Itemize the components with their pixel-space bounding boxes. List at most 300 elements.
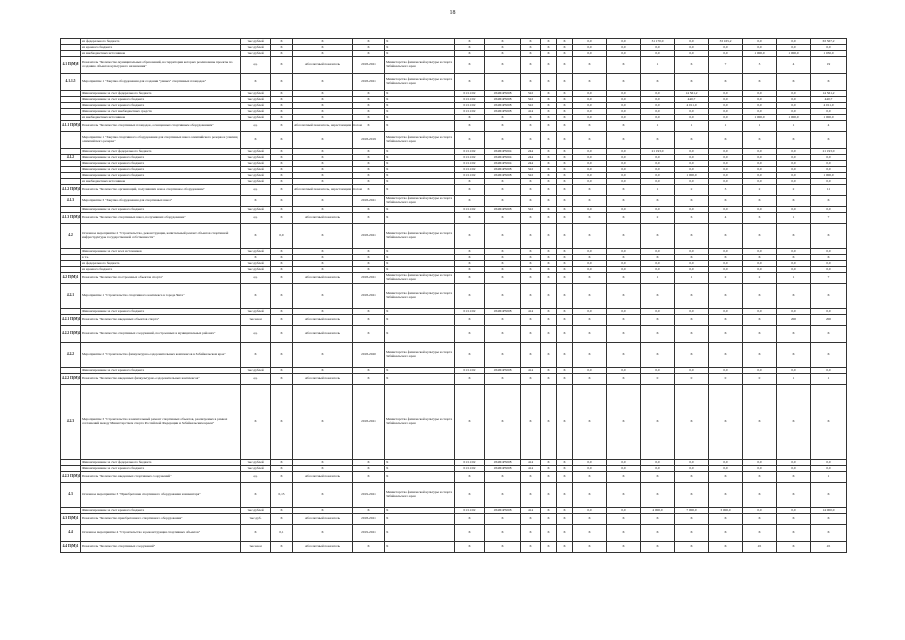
row-title-cell: из краевого бюджета bbox=[81, 45, 241, 51]
table-cell: X bbox=[521, 273, 541, 284]
table-cell: X bbox=[521, 185, 541, 196]
table-cell: 0,0 bbox=[641, 115, 675, 121]
table-cell: 414 bbox=[521, 368, 541, 374]
table-cell: X bbox=[455, 261, 485, 267]
table-cell: 14 000,0 bbox=[811, 508, 847, 514]
table-cell: 2 bbox=[777, 185, 811, 196]
table-cell: X bbox=[521, 542, 541, 553]
table-cell: X bbox=[385, 255, 455, 261]
table-cell: X bbox=[271, 374, 293, 385]
table-cell: 522 bbox=[521, 91, 541, 97]
table-cell: X bbox=[709, 132, 743, 149]
table-cell: 0 bbox=[675, 374, 709, 385]
table-cell: X bbox=[455, 472, 485, 483]
row-title-cell: Мероприятие 3 "Закупка оборудования для спортивных школ" bbox=[81, 196, 241, 207]
table-cell: X bbox=[641, 326, 675, 343]
table-cell: X bbox=[607, 343, 641, 368]
table-cell: 2018-2021 bbox=[353, 514, 385, 525]
table-cell: X bbox=[293, 179, 353, 185]
row-title-cell: Мероприятие 3 "Строительство и капитальный ремонт спортивных объектов, реализуемых в рамках соглашений между Министерством спорта Российской Федерации и Забайкальским краем" bbox=[81, 385, 241, 460]
table-cell: X bbox=[541, 472, 557, 483]
table-cell: 0,0 bbox=[641, 207, 675, 213]
table-cell: 2 bbox=[641, 213, 675, 224]
table-cell: X bbox=[485, 132, 521, 149]
table-cell: X bbox=[455, 374, 485, 385]
table-cell: 01/11/02 bbox=[455, 97, 485, 103]
table-cell: Министерство физической культуры и спорта Забайкальского края bbox=[385, 57, 455, 74]
table-cell: X bbox=[557, 472, 573, 483]
table-cell: X bbox=[485, 343, 521, 368]
table-cell: X bbox=[675, 196, 709, 207]
table-cell: X bbox=[353, 185, 385, 196]
table-cell: X bbox=[541, 167, 557, 173]
table-cell: X bbox=[293, 173, 353, 179]
table-cell: X bbox=[293, 132, 353, 149]
table-cell: X bbox=[521, 213, 541, 224]
row-title-cell: из краевого бюджета bbox=[81, 267, 241, 273]
table-cell: 01/11/02 bbox=[455, 368, 485, 374]
table-cell: X bbox=[455, 315, 485, 326]
table-cell: X bbox=[455, 326, 485, 343]
table-cell: 0,0 bbox=[607, 103, 641, 109]
table-cell: 0,0 bbox=[811, 167, 847, 173]
row-number-cell: 4.2.1 П(М)1 bbox=[61, 315, 81, 326]
table-cell: X bbox=[521, 255, 541, 261]
table-cell: 0,0 bbox=[777, 45, 811, 51]
table-cell: X bbox=[541, 132, 557, 149]
table-cell: 440,7 bbox=[675, 97, 709, 103]
row-title-cell: Показатель "Количество организаций, получивших новое спортивное оборудование" bbox=[81, 185, 241, 196]
table-cell: X bbox=[557, 97, 573, 103]
table-cell: 1 bbox=[641, 185, 675, 196]
table-cell: 0,0 bbox=[607, 97, 641, 103]
table-cell: X bbox=[353, 315, 385, 326]
table-cell: X bbox=[709, 343, 743, 368]
table-cell: 21 193,0 bbox=[811, 149, 847, 155]
table-cell: тыс.рублей bbox=[241, 103, 271, 109]
table-cell: тыс.рублей bbox=[241, 161, 271, 167]
table-cell: 244 bbox=[521, 161, 541, 167]
table-cell: X bbox=[293, 249, 353, 255]
table-row bbox=[61, 121, 847, 132]
table-cell: 184П1Р5008 bbox=[485, 508, 521, 514]
table-cell: X bbox=[541, 483, 557, 508]
table-cell: 0,0 bbox=[709, 249, 743, 255]
row-number-cell: 4.4 bbox=[61, 525, 81, 542]
table-cell: 0,0 bbox=[777, 149, 811, 155]
table-cell: X bbox=[293, 196, 353, 207]
table-cell: X bbox=[485, 472, 521, 483]
table-cell: 2018-2021 bbox=[353, 196, 385, 207]
table-cell: X bbox=[485, 213, 521, 224]
table-cell: X bbox=[541, 525, 557, 542]
table-cell: X bbox=[743, 343, 777, 368]
table-cell: X bbox=[541, 91, 557, 97]
table-cell: 0,0 bbox=[573, 460, 607, 466]
table-cell: 0,0 bbox=[743, 309, 777, 315]
table-cell: 184П1Р5008 bbox=[485, 173, 521, 179]
table-cell: X bbox=[607, 213, 641, 224]
table-cell: X bbox=[485, 249, 521, 255]
table-cell: X bbox=[541, 185, 557, 196]
table-cell: 0,0 bbox=[573, 508, 607, 514]
table-cell: X bbox=[271, 97, 293, 103]
table-cell: 1 000,0 bbox=[811, 173, 847, 179]
table-cell: X bbox=[811, 74, 847, 91]
table-cell: X bbox=[557, 155, 573, 161]
table-cell: X bbox=[385, 185, 455, 196]
table-cell: 0,0 bbox=[777, 173, 811, 179]
table-cell: 0,0 bbox=[709, 103, 743, 109]
table-cell: X bbox=[521, 224, 541, 249]
table-cell: 0,0 bbox=[573, 45, 607, 51]
table-cell: X bbox=[385, 149, 455, 155]
table-cell: 4 bbox=[709, 213, 743, 224]
table-cell: X bbox=[541, 309, 557, 315]
table-cell: 0,0 bbox=[743, 161, 777, 167]
table-cell: 0,0 bbox=[743, 207, 777, 213]
row-title-cell: Финансирование за счет федерального бюджета bbox=[81, 460, 241, 466]
table-cell: тыс.рублей bbox=[241, 309, 271, 315]
table-cell: X bbox=[455, 45, 485, 51]
table-cell: X bbox=[353, 460, 385, 466]
table-cell: X bbox=[271, 273, 293, 284]
table-cell: 2 bbox=[743, 273, 777, 284]
table-cell: X bbox=[271, 103, 293, 109]
table-cell: X bbox=[777, 525, 811, 542]
table-cell: X bbox=[385, 213, 455, 224]
table-cell: X bbox=[607, 525, 641, 542]
table-cell: 0,0 bbox=[675, 466, 709, 472]
table-cell: X bbox=[743, 284, 777, 309]
row-title-cell: Финансирование за счет краевого бюджета bbox=[81, 466, 241, 472]
table-cell: 0,0 bbox=[743, 179, 777, 185]
table-cell: X bbox=[385, 326, 455, 343]
table-cell: 0,0 bbox=[675, 45, 709, 51]
table-cell: X bbox=[455, 39, 485, 45]
table-cell: X bbox=[557, 273, 573, 284]
table-cell: X bbox=[573, 255, 607, 261]
table-cell: X bbox=[557, 508, 573, 514]
table-cell: Абсолютный показатель bbox=[293, 326, 353, 343]
table-cell: X bbox=[353, 255, 385, 261]
table-cell: X bbox=[541, 374, 557, 385]
table-cell: X bbox=[271, 185, 293, 196]
row-number-cell: 4.1 П(М)8 bbox=[61, 57, 81, 74]
table-cell: 01/11/02 bbox=[455, 155, 485, 161]
table-cell: 0,15 bbox=[271, 483, 293, 508]
row-title-cell: Финансирование за счет всех источников bbox=[81, 249, 241, 255]
row-number-cell: 4.1.3 П(М)1 bbox=[61, 213, 81, 224]
table-cell: X bbox=[385, 542, 455, 553]
table-cell: X bbox=[557, 284, 573, 309]
table-cell: ед. bbox=[241, 185, 271, 196]
table-cell: X bbox=[241, 343, 271, 368]
table-cell: X bbox=[293, 115, 353, 121]
table-cell: X bbox=[455, 483, 485, 508]
row-title-cell: в т.ч. bbox=[81, 255, 241, 261]
table-cell: X bbox=[541, 109, 557, 115]
table-cell: X bbox=[743, 132, 777, 149]
table-cell: 1 bbox=[777, 121, 811, 132]
table-cell: X bbox=[271, 167, 293, 173]
table-cell: 0,0 bbox=[777, 167, 811, 173]
table-cell: X bbox=[541, 385, 557, 460]
table-cell: X bbox=[675, 472, 709, 483]
table-cell: X bbox=[455, 255, 485, 261]
table-cell: 2 bbox=[675, 185, 709, 196]
table-cell: 01/11/02 bbox=[455, 91, 485, 97]
table-cell: 0,0 bbox=[709, 149, 743, 155]
table-cell: 7 bbox=[811, 273, 847, 284]
table-cell: X bbox=[271, 91, 293, 97]
table-cell: X bbox=[557, 542, 573, 553]
table-cell: X bbox=[521, 261, 541, 267]
table-cell: X bbox=[743, 326, 777, 343]
table-cell: X bbox=[557, 149, 573, 155]
table-cell: Абсолютный показатель, нарастающим итогом bbox=[293, 121, 353, 132]
table-cell: 3 000,0 bbox=[709, 508, 743, 514]
table-cell: 522 bbox=[521, 103, 541, 109]
table-cell: 0,0 bbox=[709, 267, 743, 273]
table-cell: 0 bbox=[709, 374, 743, 385]
table-cell: X bbox=[241, 385, 271, 460]
table-cell: X bbox=[521, 249, 541, 255]
table-cell: 3 bbox=[743, 57, 777, 74]
table-cell: X bbox=[271, 472, 293, 483]
table-cell: 1 bbox=[641, 121, 675, 132]
table-cell: X bbox=[385, 91, 455, 97]
table-cell: X bbox=[641, 74, 675, 91]
table-cell: тыс.рублей bbox=[241, 207, 271, 213]
table-cell: X bbox=[557, 261, 573, 267]
table-cell: 0,0 bbox=[675, 179, 709, 185]
table-cell: 0,0 bbox=[709, 261, 743, 267]
table-cell: X bbox=[241, 483, 271, 508]
table-cell: X bbox=[521, 525, 541, 542]
table-cell: X bbox=[385, 39, 455, 45]
table-cell: 0,0 bbox=[743, 466, 777, 472]
table-cell: Министерство физической культуры и спорта Забайкальского края bbox=[385, 343, 455, 368]
table-cell: X bbox=[521, 115, 541, 121]
table-cell: X bbox=[353, 267, 385, 273]
table-cell: 01/11/02 bbox=[455, 167, 485, 173]
table-cell: 1 000,0 bbox=[777, 51, 811, 57]
table-cell: X bbox=[607, 374, 641, 385]
table-cell: X bbox=[271, 267, 293, 273]
table-cell: X bbox=[607, 57, 641, 74]
table-cell: X bbox=[777, 255, 811, 261]
table-cell: X bbox=[455, 514, 485, 525]
table-cell: X bbox=[541, 508, 557, 514]
table-cell: X bbox=[485, 267, 521, 273]
table-cell: 6 bbox=[675, 213, 709, 224]
table-cell: X bbox=[557, 309, 573, 315]
table-cell: X bbox=[455, 343, 485, 368]
table-cell: X bbox=[573, 224, 607, 249]
table-cell: X bbox=[353, 542, 385, 553]
table-cell: X bbox=[743, 525, 777, 542]
table-cell: X bbox=[241, 224, 271, 249]
table-cell: 200 bbox=[811, 315, 847, 326]
table-cell: 0,0 bbox=[743, 91, 777, 97]
table-cell: 0,0 bbox=[811, 261, 847, 267]
table-cell: X bbox=[353, 155, 385, 161]
table-cell: X bbox=[675, 525, 709, 542]
table-cell: 0,0 bbox=[573, 149, 607, 155]
table-cell: X bbox=[353, 39, 385, 45]
table-cell: X bbox=[557, 74, 573, 91]
row-title-cell: Финансирование за счет краевого бюджета bbox=[81, 173, 241, 179]
table-cell: X bbox=[777, 284, 811, 309]
table-cell: 0,0 bbox=[607, 466, 641, 472]
table-cell: X bbox=[573, 185, 607, 196]
table-cell: X bbox=[385, 309, 455, 315]
table-cell: X bbox=[641, 343, 675, 368]
table-cell: X bbox=[271, 149, 293, 155]
table-cell: X bbox=[607, 224, 641, 249]
row-number-cell: 4.2.2 П(М)2 bbox=[61, 326, 81, 343]
table-cell: X bbox=[607, 255, 641, 261]
table-cell: 0,1 bbox=[271, 525, 293, 542]
table-cell: X bbox=[709, 255, 743, 261]
table-cell: 1 bbox=[743, 121, 777, 132]
table-cell: X bbox=[541, 213, 557, 224]
table-cell: X bbox=[485, 326, 521, 343]
table-cell: X bbox=[455, 273, 485, 284]
table-cell: 1 030,0 bbox=[811, 51, 847, 57]
table-cell: 184П1Р5004 bbox=[485, 149, 521, 155]
table-cell: X bbox=[743, 196, 777, 207]
table-cell: X bbox=[573, 74, 607, 91]
table-cell: X bbox=[541, 39, 557, 45]
table-cell: X bbox=[607, 196, 641, 207]
table-cell: тыс.рублей bbox=[241, 508, 271, 514]
table-cell: 0,0 bbox=[573, 167, 607, 173]
table-cell: X bbox=[641, 483, 675, 508]
table-cell: 522 bbox=[521, 97, 541, 103]
table-cell: X bbox=[271, 109, 293, 115]
table-cell: X bbox=[271, 368, 293, 374]
table-cell: 0,0 bbox=[675, 368, 709, 374]
table-cell: X bbox=[607, 326, 641, 343]
row-number-cell: 4.1.1.5 bbox=[61, 74, 81, 91]
table-cell: 0,0 bbox=[675, 207, 709, 213]
table-cell: X bbox=[675, 385, 709, 460]
table-cell: X bbox=[271, 51, 293, 57]
table-cell: 0,0 bbox=[743, 261, 777, 267]
row-number-cell: 4.2 bbox=[61, 224, 81, 249]
table-cell: 0,0 bbox=[743, 167, 777, 173]
table-cell: X bbox=[521, 51, 541, 57]
table-cell: 01/11/02 bbox=[455, 173, 485, 179]
table-cell: 0,0 bbox=[811, 155, 847, 161]
table-cell: X bbox=[777, 326, 811, 343]
table-cell: 0,0 bbox=[777, 267, 811, 273]
table-cell: 0,0 bbox=[641, 368, 675, 374]
table-cell: X bbox=[293, 109, 353, 115]
table-cell: 0,0 bbox=[641, 51, 675, 57]
table-row bbox=[61, 213, 847, 224]
table-cell: X bbox=[811, 343, 847, 368]
row-number-cell: 4.1.2 П(М)1 bbox=[61, 185, 81, 196]
table-cell: X bbox=[709, 326, 743, 343]
table-cell: тыс.рублей bbox=[241, 91, 271, 97]
table-cell: 1 bbox=[811, 374, 847, 385]
table-cell: X bbox=[293, 483, 353, 508]
table-cell: 0,0 bbox=[709, 167, 743, 173]
table-cell: X bbox=[675, 284, 709, 309]
table-cell: X bbox=[709, 315, 743, 326]
table-cell: тыс.рублей bbox=[241, 249, 271, 255]
table-cell: X bbox=[541, 326, 557, 343]
table-cell: X bbox=[521, 57, 541, 74]
table-cell: X bbox=[709, 224, 743, 249]
table-cell: 01/11/02 bbox=[455, 103, 485, 109]
table-cell: X bbox=[607, 284, 641, 309]
table-cell: X bbox=[353, 179, 385, 185]
row-title-cell: Финансирование за счет краевого бюджета bbox=[81, 207, 241, 213]
table-cell: 0,0 bbox=[573, 91, 607, 97]
table-cell: 0,0 bbox=[811, 109, 847, 115]
table-cell: 1 bbox=[641, 273, 675, 284]
table-cell: X bbox=[675, 132, 709, 149]
table-cell: 7 bbox=[709, 57, 743, 74]
row-title-cell: Показатель "Количество построенных объектов спорта" bbox=[81, 273, 241, 284]
table-cell: 0,0 bbox=[675, 460, 709, 466]
table-cell: X bbox=[557, 326, 573, 343]
table-cell: Министерство физической культуры и спорта Забайкальского края bbox=[385, 273, 455, 284]
table-cell: X bbox=[485, 39, 521, 45]
table-cell: 0,0 bbox=[709, 161, 743, 167]
table-cell: 11 bbox=[811, 185, 847, 196]
table-cell: тыс.кв.м bbox=[241, 542, 271, 553]
table-cell: X bbox=[485, 57, 521, 74]
table-cell: X bbox=[521, 514, 541, 525]
table-cell: X bbox=[521, 284, 541, 309]
table-cell: 0,0 bbox=[777, 91, 811, 97]
row-title-cell: Мероприятие 1 "Закупка спортивного оборудования для спортивных школ олимпийского резерва и училищ олимпийского резерва" bbox=[81, 132, 241, 149]
table-cell: 0,0 bbox=[607, 39, 641, 45]
table-cell: X bbox=[607, 273, 641, 284]
table-cell: X bbox=[811, 284, 847, 309]
table-cell: X bbox=[641, 255, 675, 261]
table-cell: X bbox=[455, 51, 485, 57]
table-cell: 0,0 bbox=[811, 460, 847, 466]
table-cell: 0,0 bbox=[607, 167, 641, 173]
table-cell: X bbox=[485, 385, 521, 460]
table-cell: X bbox=[541, 161, 557, 167]
table-cell: X bbox=[455, 284, 485, 309]
table-cell: 1 bbox=[641, 57, 675, 74]
table-cell: X bbox=[743, 385, 777, 460]
table-cell: X bbox=[607, 132, 641, 149]
table-cell: X bbox=[709, 74, 743, 91]
table-cell: 0,0 bbox=[641, 179, 675, 185]
table-cell: X bbox=[293, 460, 353, 466]
table-cell: X bbox=[573, 542, 607, 553]
table-cell: 0,0 bbox=[777, 161, 811, 167]
table-cell: X bbox=[675, 542, 709, 553]
table-cell: 4 bbox=[811, 121, 847, 132]
table-cell: X bbox=[271, 249, 293, 255]
table-cell: X bbox=[641, 224, 675, 249]
table-cell: 0,0 bbox=[573, 97, 607, 103]
table-cell: 0 bbox=[743, 374, 777, 385]
table-cell: X bbox=[271, 466, 293, 472]
table-cell: 1 bbox=[777, 273, 811, 284]
table-row bbox=[61, 74, 847, 91]
